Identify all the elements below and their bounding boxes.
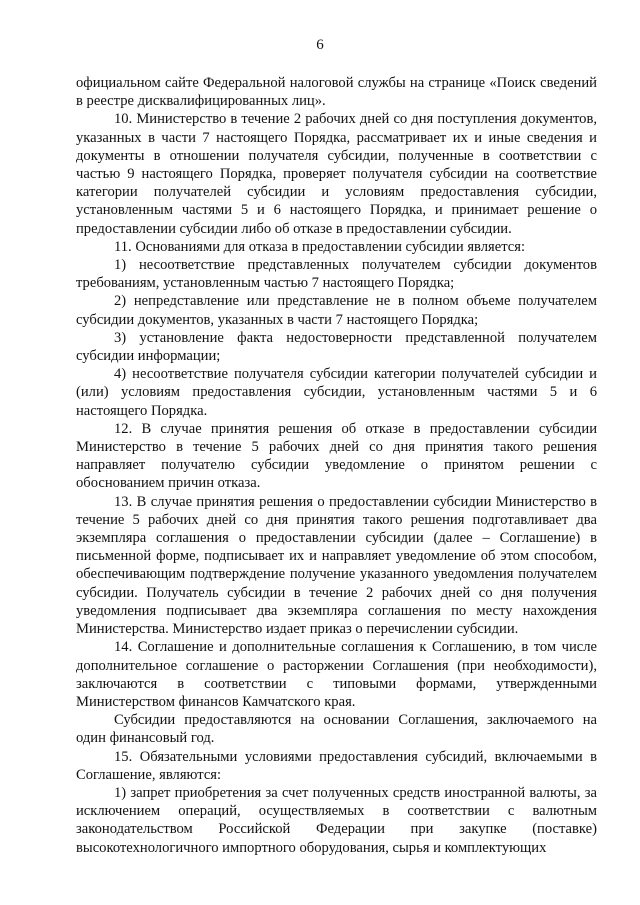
page-number: 6 [316, 37, 324, 53]
paragraph-subsidy-basis: Субсидии предоставляются на основании Соглашения, заключаемого на один финансовый год. [76, 712, 597, 747]
paragraph-subitem-15-1: 1) запрет приобретения за счет полученных средств иностранной валюты, за исключением операций, осуществляемых в соответствии с валютным законодательством Российской Федерации при закупке (поставке) высокотехнологичного импортного оборудования, сырья и комплектующих [76, 784, 597, 856]
paragraph-item-12: 12. В случае принятия решения об отказе в предоставлении субсидии Министерство в течение 5 рабочих дней со дня принятия такого решения направляет получателю субсидии уведомление о принятом решении с обоснованием причин отказа. [76, 420, 597, 492]
paragraph-subitem-11-1: 1) несоответствие представленных получателем субсидии документов требованиям, установленным частью 7 настоящего Порядка; [76, 257, 597, 292]
paragraph-continuation: официальном сайте Федеральной налоговой службы на странице «Поиск сведений в реестре дисквалифицированных лиц». [76, 75, 597, 110]
paragraph-subitem-11-4: 4) несоответствие получателя субсидии категории получателей субсидии и (или) условиям предоставления субсидии, установленным частями 5 и 6 настоящего Порядка. [76, 366, 597, 419]
paragraph-subitem-11-2: 2) непредставление или представление не в полном объеме получателем субсидии документов, указанных в части 7 настоящего Порядка; [76, 293, 597, 328]
paragraph-item-14: 14. Соглашение и дополнительные соглашения к Соглашению, в том числе дополнительное соглашение о расторжении Соглашения (при необходимости), заключаются в соответствии с типовыми формами, утвержденными Министерством финансов Камчатского края. [76, 639, 597, 710]
paragraph-item-13: 13. В случае принятия решения о предоставлении субсидии Министерство в течение 5 рабочих дней со дня принятия такого решения подготавливает два экземпляра соглашения о предоставлении субсидии (далее – Соглашение) в письменной форме, подписывает их и направляет уведомление об этом способом, обеспечивающим подтверждение получение указанного уведомления получателем субсидии. Получатель субсидии в течение 2 рабочих дней со дня получения уведомления подписывает два экземпляра соглашения по месту нахождения Министерства. Министерство издает приказ о перечислении субсидии. [76, 493, 597, 638]
paragraph-item-15: 15. Обязательными условиями предоставления субсидий, включаемыми в Соглашение, являются: [76, 748, 597, 783]
paragraph-subitem-11-3: 3) установление факта недостоверности представленной получателем субсидии информации; [76, 329, 597, 365]
paragraph-item-10: 10. Министерство в течение 2 рабочих дней со дня поступления документов, указанных в части 7 настоящего Порядка, рассматривает их и иные сведения и документы в отношении получателя субсидии, полученные в соответствии с частью 9 настоящего Порядка, проверяет получателя субсидии на соответствие категории получателей субсидии и условиям предоставления субсидии, установленным частями 5 и 6 настоящего Порядка, и принимает решение о предоставлении субсидии либо об отказе в предоставлении субсидии. [76, 111, 597, 237]
paragraph-item-11: 11. Основаниями для отказа в предоставлении субсидии является: [114, 238, 526, 255]
document-body [76, 74, 597, 857]
